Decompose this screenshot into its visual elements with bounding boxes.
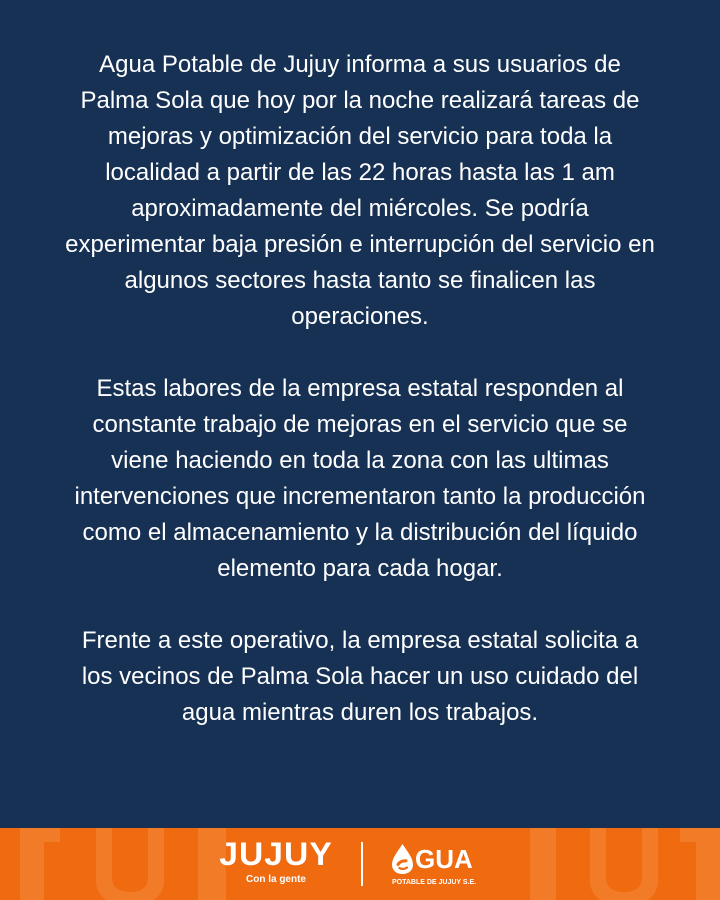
jujuy-logo-tagline: Con la gente [245,874,306,885]
notice-text [64,47,656,731]
jujuy-logo [218,838,334,890]
footer-pattern [0,828,720,900]
notice-paragraph-2: Estas labores de la empresa estatal responden al constante trabajo de mejoras en el servicio que se viene haciendo en toda la zona con las ultimas intervenciones que incrementaron tanto la producción como el almacenamiento y la distribución del líquido elemento para cada hogar. [74,375,646,582]
notice-paragraph-3: Frente a este operativo, la empresa estatal solicita a los vecinos de Palma Sola hacer un uso cuidado del agua mientras duren los trabajos. [81,627,639,726]
water-drop-icon [390,843,415,875]
agua-logo-subtitle: POTABLE DE JUJUY S.E. [392,879,477,886]
jujuy-logo-word: JUJUY [219,836,333,872]
agua-logo [390,840,490,890]
logo-divider [361,842,363,886]
agua-logo-word: GUA [415,844,473,874]
brand-footer [0,828,720,900]
notice-paragraph-1: Agua Potable de Jujuy informa a sus usuarios de Palma Sola que hoy por la noche realizará tareas de mejoras y optimización del servicio para toda la localidad a partir de las 22 horas hasta las 1 am aproximadamente del miércoles. Se podría experimentar baja presión e interrupción del servicio en algunos sectores hasta tanto se finalicen las operaciones. [65,51,655,330]
